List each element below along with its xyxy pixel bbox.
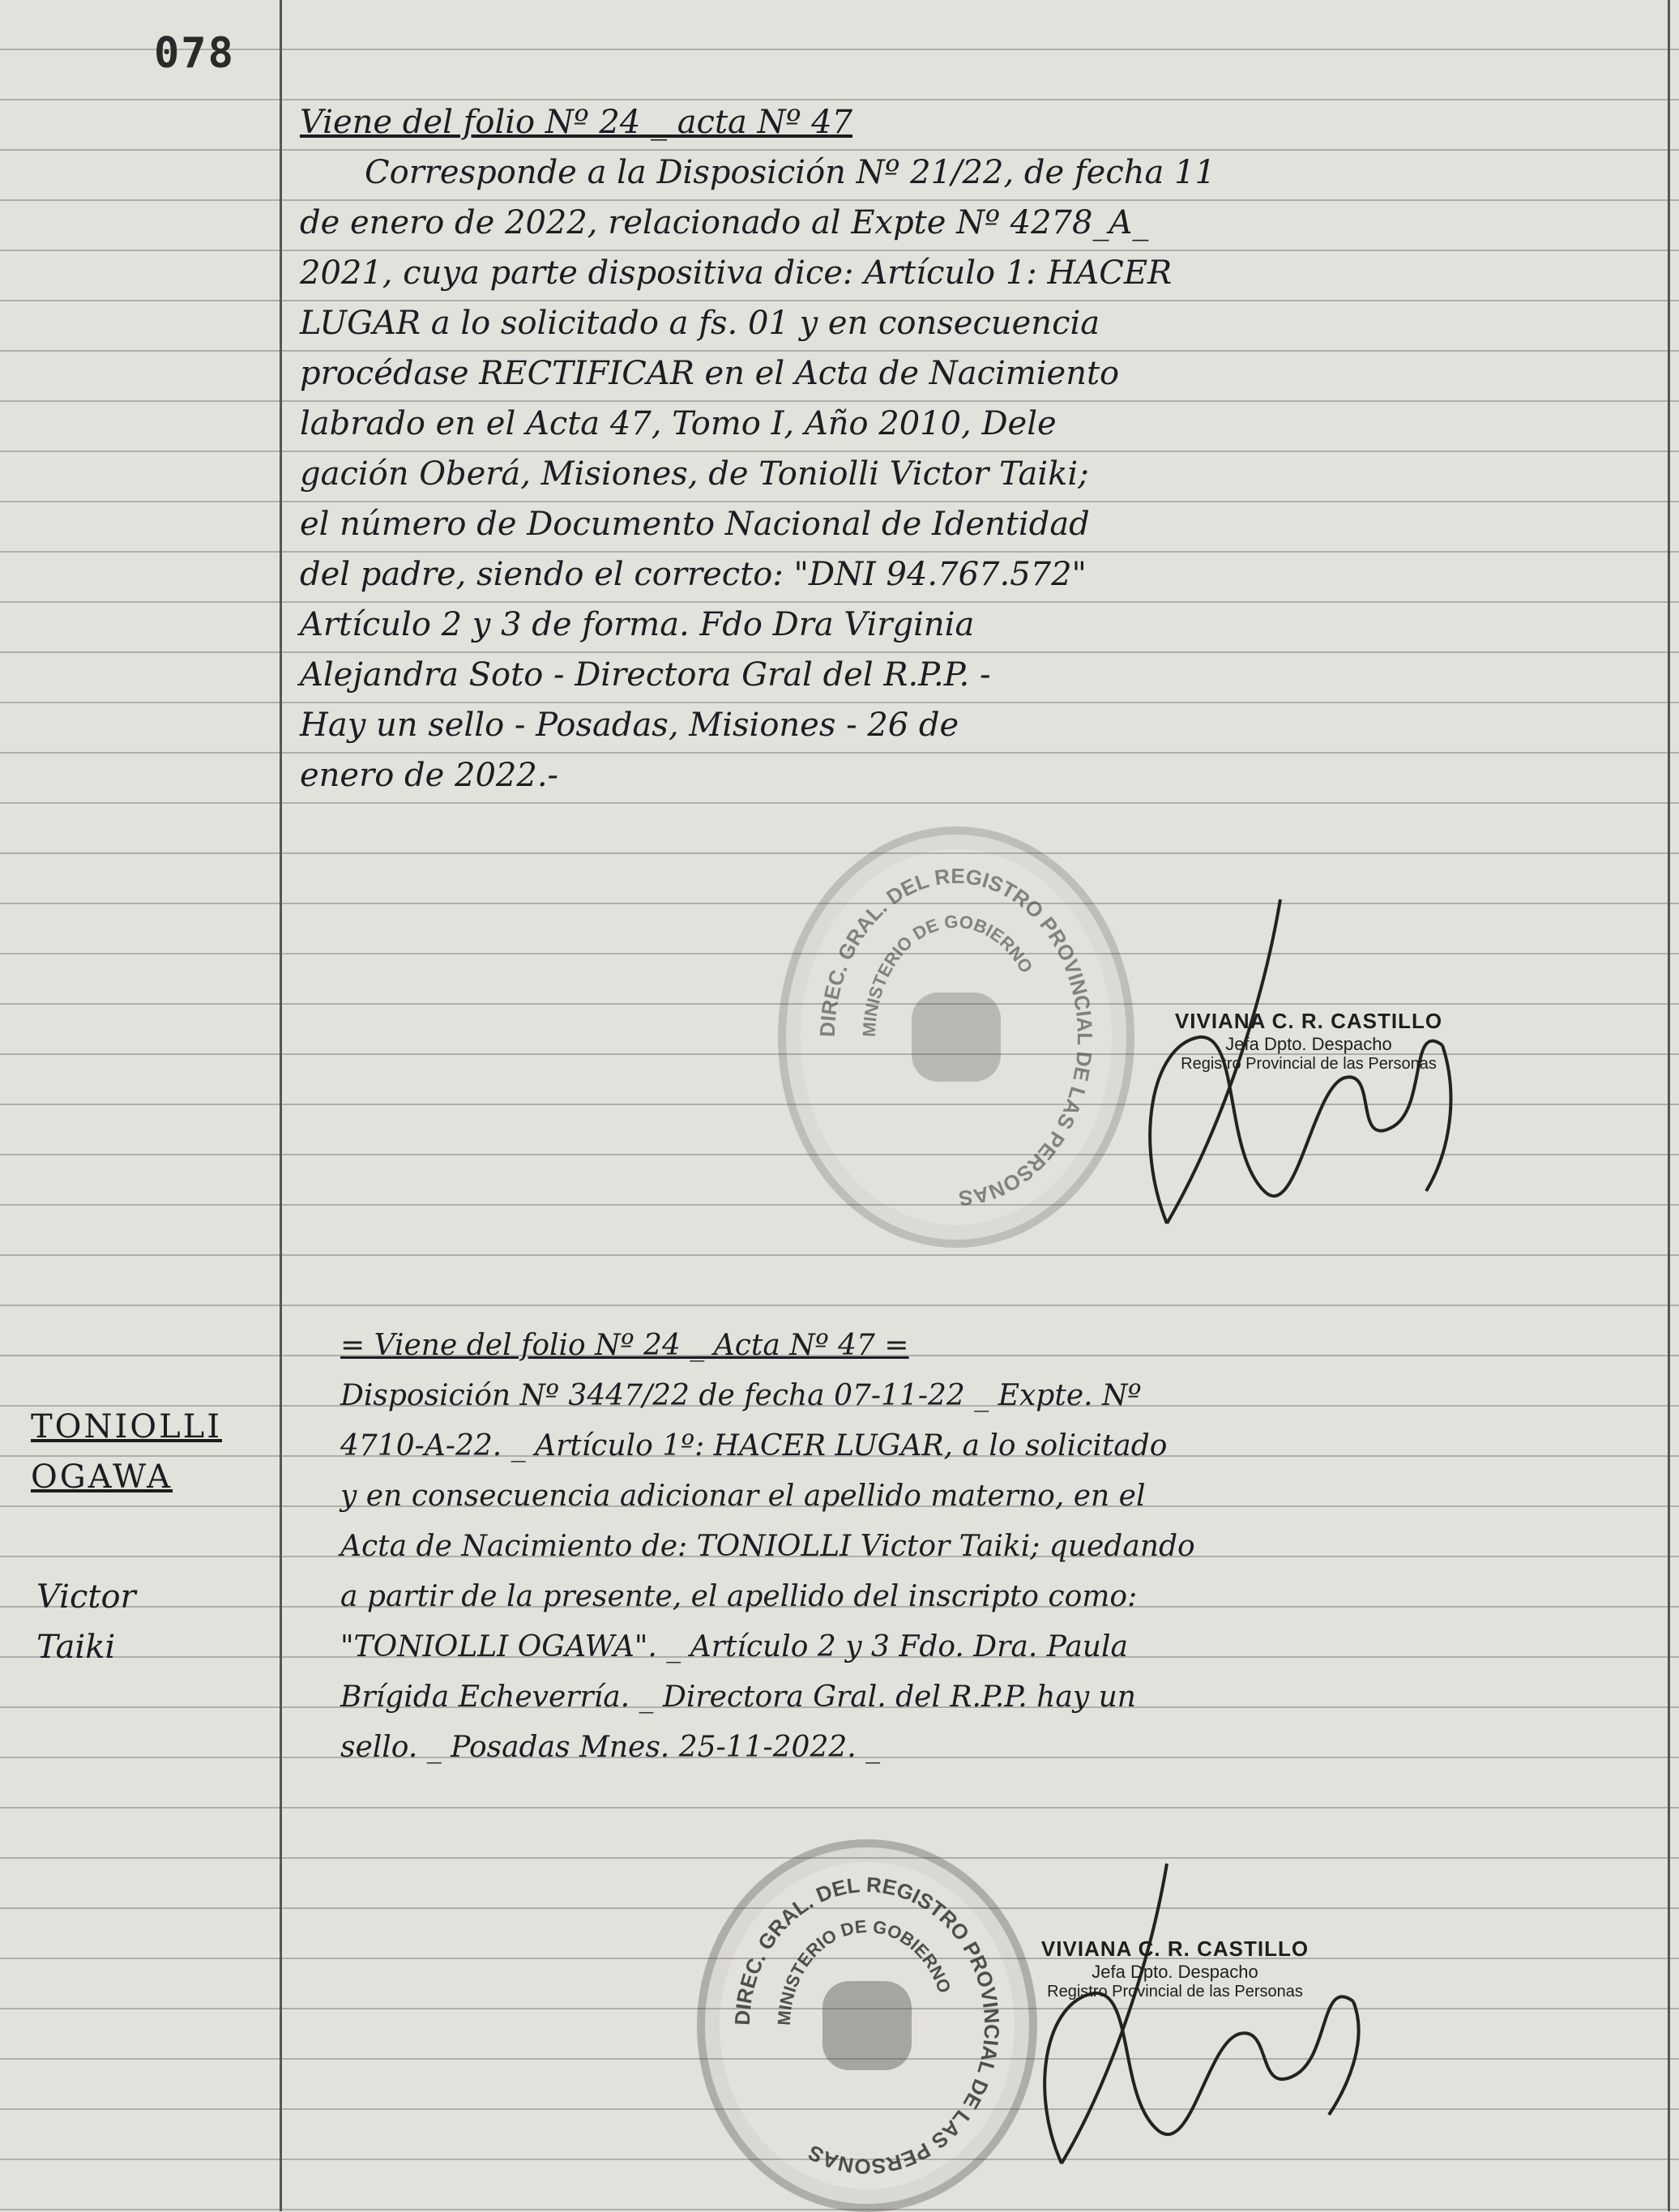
seal-outer-text: DIREC. GRAL. DEL REGISTRO PROVINCIAL DE LAS PERSONAS xyxy=(729,1872,1005,2180)
entry-line: Acta de Nacimiento de: TONIOLLI Victor Taiki; quedando xyxy=(340,1530,1195,1563)
entry-line: el número de Documento Nacional de Identidad xyxy=(300,506,1090,543)
entry-line: Hay un sello - Posadas, Misiones - 26 de xyxy=(300,707,959,744)
entry-line: a partir de la presente, el apellido del inscripto como: xyxy=(340,1580,1138,1613)
margin-surname: OGAWA xyxy=(31,1458,173,1496)
seal-inner-text: MINISTERIO DE GOBIERNO xyxy=(858,911,1037,1038)
entry-surname-addition xyxy=(340,1321,1637,1773)
stamp-role: Jefa Dpto. Despacho xyxy=(1225,1034,1392,1054)
stamp-name: VIVIANA C. R. CASTILLO xyxy=(1040,1937,1309,1961)
entry-line: enero de 2022.- xyxy=(300,757,559,794)
entry-rectification xyxy=(300,97,1629,801)
entry-line: Artículo 2 y 3 de forma. Fdo Dra Virginia xyxy=(300,606,975,643)
entry-line: Corresponde a la Disposición Nº 21/22, de fecha 11 xyxy=(365,154,1215,191)
seal-outer-text: DIREC. GRAL. DEL REGISTRO PROVINCIAL DE LAS PERSONAS xyxy=(814,863,1098,1211)
margin-note-surnames xyxy=(31,1402,222,1502)
left-margin-rule xyxy=(280,0,282,2211)
signature-scribble xyxy=(1102,883,1523,1272)
entry-line: sello. _ Posadas Mnes. 25-11-2022. _ xyxy=(340,1731,881,1764)
entry-line: Brígida Echeverría. _ Directora Gral. del R.P.P. hay un xyxy=(340,1680,1136,1714)
entry-line: "TONIOLLI OGAWA". _ Artículo 2 y 3 Fdo. Dra. Paula xyxy=(340,1630,1128,1663)
entry-line: 2021, cuya parte dispositiva dice: Artículo 1: HACER xyxy=(300,254,1173,292)
entry-line: = Viene del folio Nº 24 _ Acta Nº 47 = xyxy=(340,1329,909,1362)
entry-line: Viene del folio Nº 24 _ acta Nº 47 xyxy=(300,104,853,141)
margin-given-name: Taiki xyxy=(36,1629,116,1666)
entry-line: gación Oberá, Misiones, de Toniolli Victor Taiki; xyxy=(300,455,1089,493)
folio-number: 078 xyxy=(154,29,235,78)
entry-line: Disposición Nº 3447/22 de fecha 07-11-22 _ Expte. Nº xyxy=(340,1379,1142,1412)
entry-line: LUGAR a lo solicitado a fs. 01 y en consecuencia xyxy=(300,305,1100,342)
entry-line: Alejandra Soto - Directora Gral del R.P.P. - xyxy=(300,656,991,694)
signature-stamp xyxy=(997,1937,1353,2001)
entry-line: de enero de 2022, relacionado al Expte Nº 4278_A_ xyxy=(300,204,1149,241)
seal-crest-icon xyxy=(822,1981,912,2070)
stamp-organization: Registro Provincial de las Personas xyxy=(1047,1983,1303,2001)
margin-note-given-names xyxy=(36,1572,136,1672)
right-margin-rule xyxy=(1668,0,1670,2211)
stamp-organization: Registro Provincial de las Personas xyxy=(1181,1055,1437,1073)
signature-scribble xyxy=(989,1839,1410,2196)
stamp-role: Jefa Dpto. Despacho xyxy=(1092,1962,1258,1982)
entry-line: labrado en el Acta 47, Tomo I, Año 2010, Dele xyxy=(300,405,1057,442)
entry-line: y en consecuencia adicionar el apellido materno, en el xyxy=(340,1480,1146,1513)
margin-given-name: Victor xyxy=(36,1578,136,1616)
official-seal xyxy=(697,1839,1037,2212)
entry-line: del padre, siendo el correcto: "DNI 94.767.572" xyxy=(300,556,1087,593)
entry-line: procédase RECTIFICAR en el Acta de Nacimiento xyxy=(300,355,1120,392)
signature-stamp xyxy=(1126,1009,1491,1074)
seal-inner-text: MINISTERIO DE GOBIERNO xyxy=(773,1915,955,2026)
official-seal xyxy=(778,826,1134,1248)
entry-line: 4710-A-22. _ Artículo 1º: HACER LUGAR, a lo solicitado xyxy=(340,1429,1168,1463)
margin-surname: TONIOLLI xyxy=(31,1408,222,1445)
stamp-name: VIVIANA C. R. CASTILLO xyxy=(1174,1009,1443,1033)
seal-crest-icon xyxy=(912,993,1001,1082)
